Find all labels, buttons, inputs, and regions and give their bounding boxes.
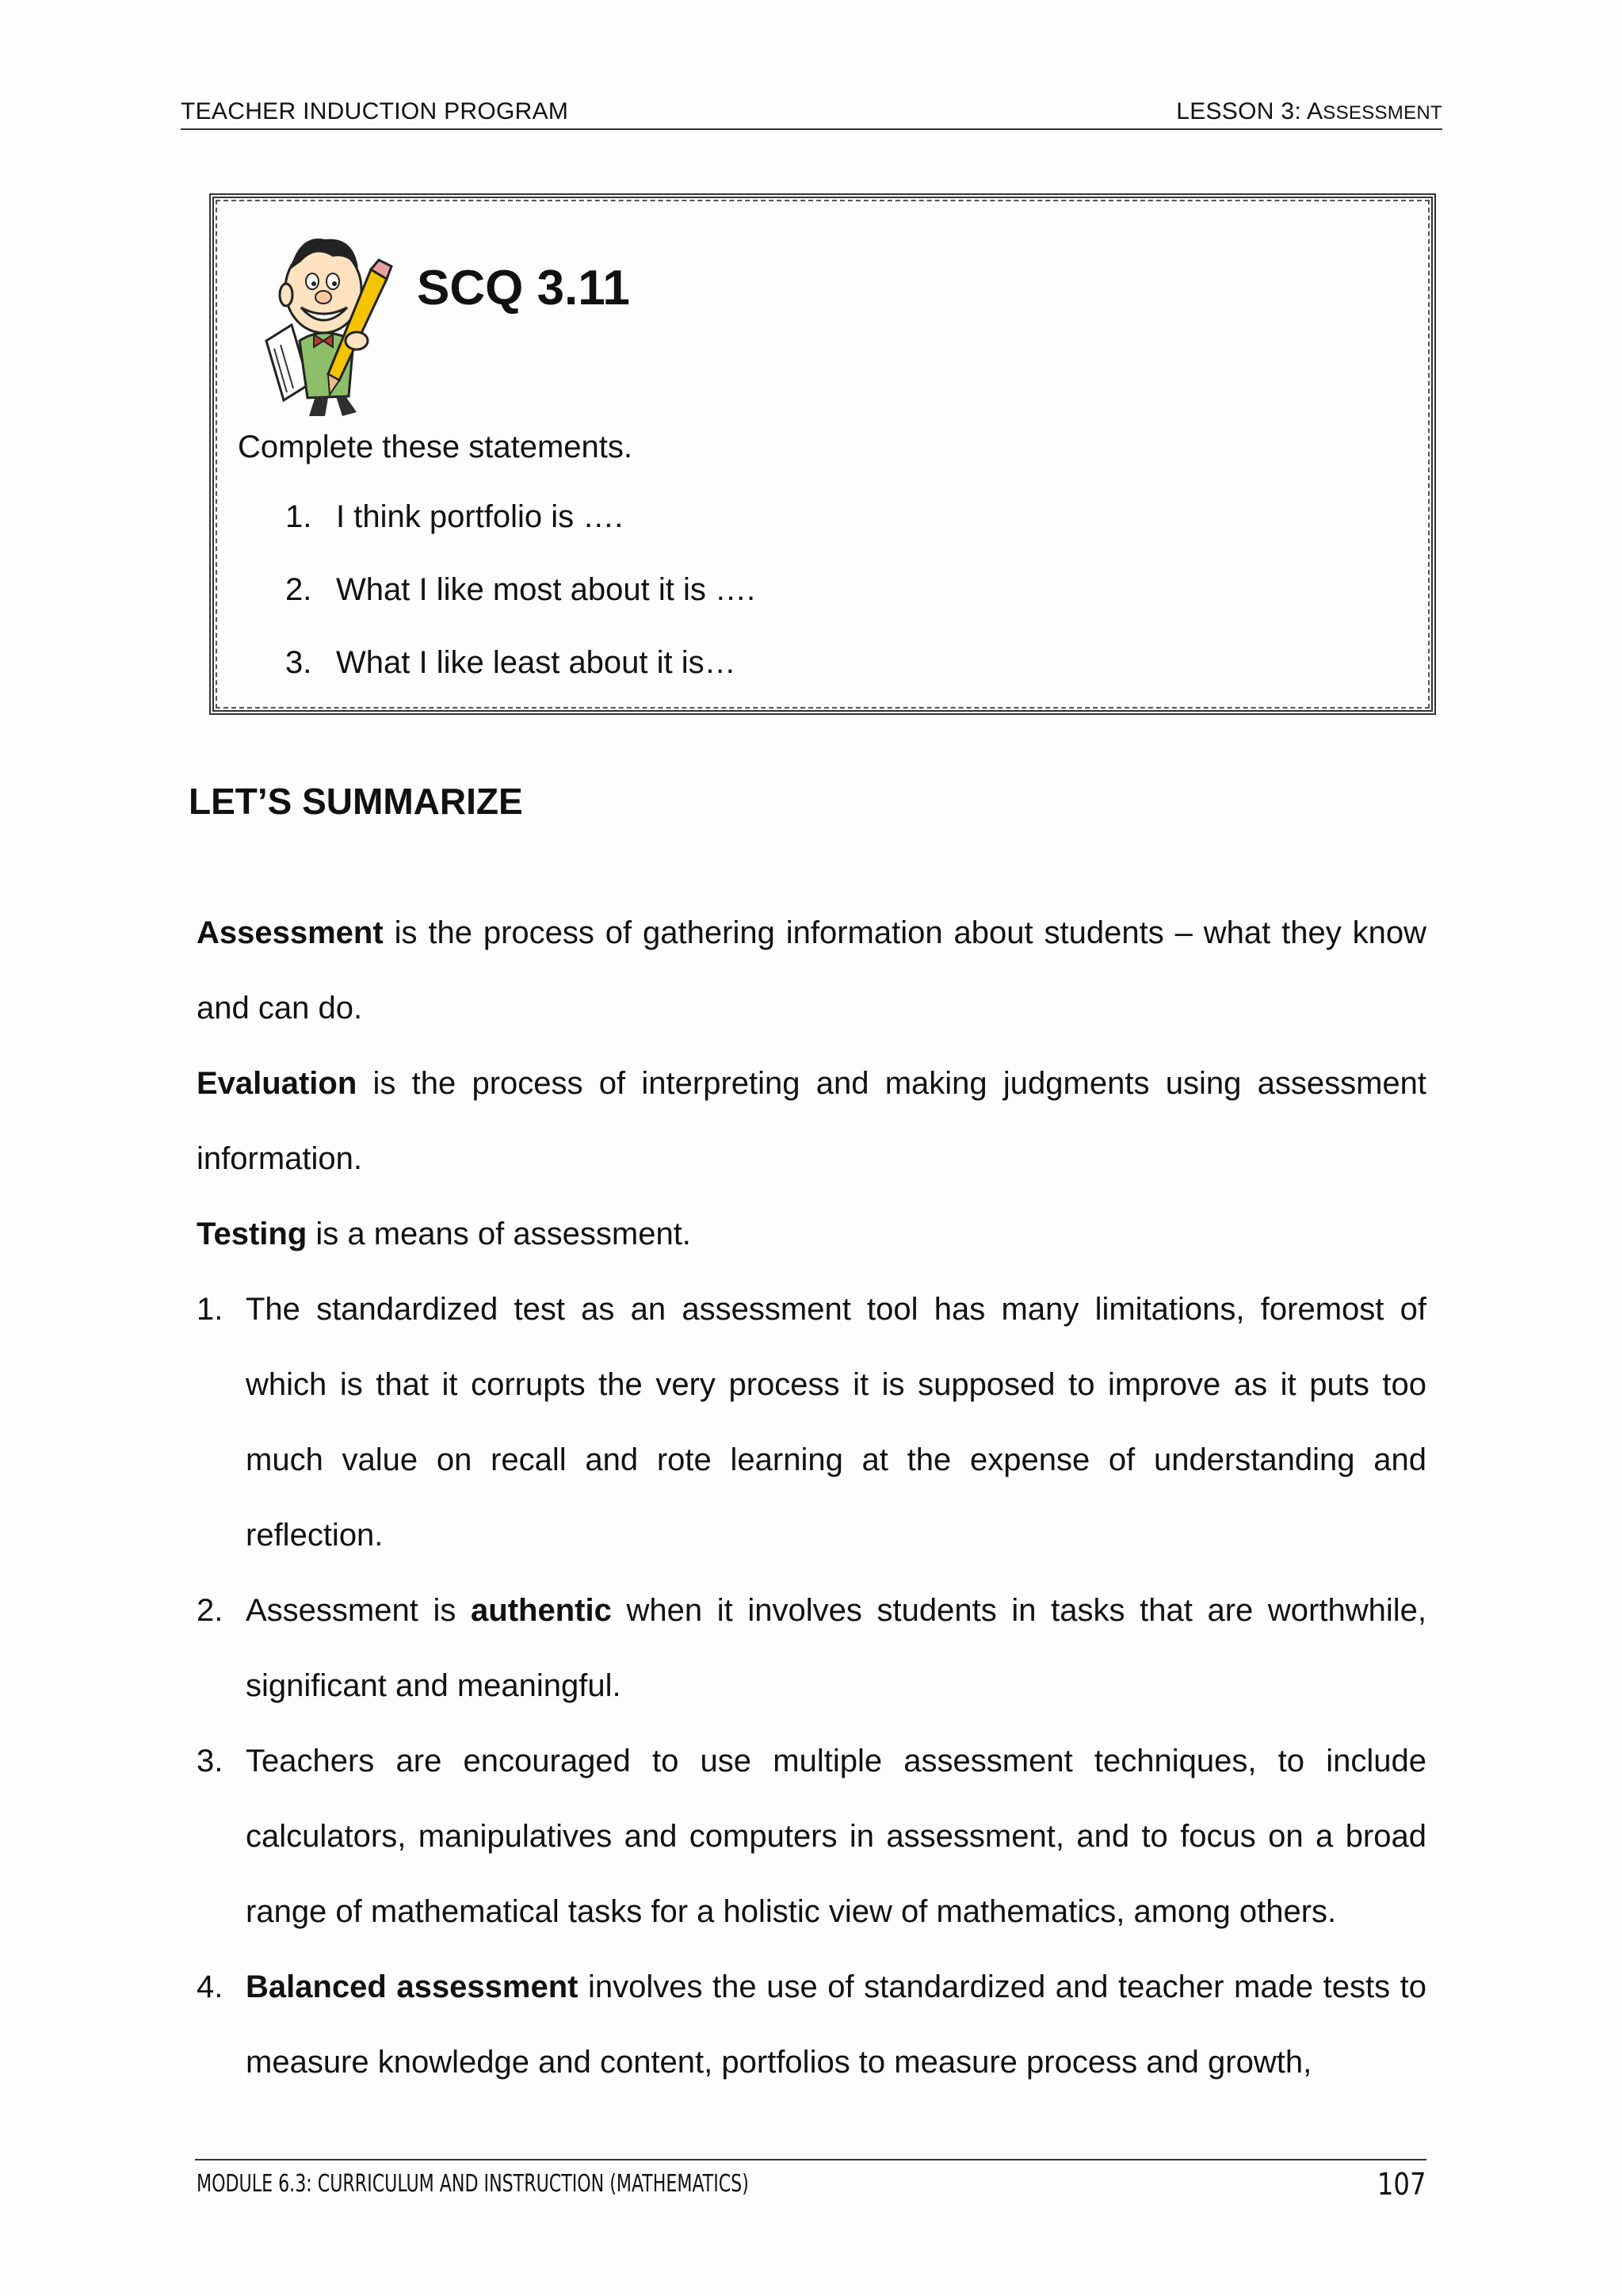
section-title: LET’S SUMMARIZE <box>189 781 523 822</box>
scq-item: 2. What I like most about it is …. <box>285 572 756 607</box>
scq-box <box>209 193 1436 715</box>
assessment-definition: Assessment is the process of gathering information about students – what they know and can do. <box>197 915 1426 1026</box>
scq-item: 3. What I like least about it is… <box>285 645 736 680</box>
header-program: TEACHER INDUCTION PROGRAM <box>181 98 569 124</box>
footer-rule <box>195 2159 1426 2162</box>
pencil-man-icon <box>260 222 403 420</box>
scq-instruction: Complete these statements. <box>238 430 633 464</box>
summary-list <box>197 1272 1426 2100</box>
scq-item: 1. I think portfolio is …. <box>285 499 624 534</box>
summary-body <box>197 896 1426 2100</box>
scq-title: SCQ 3.11 <box>417 261 630 315</box>
summary-item: 3. Teachers are encouraged to use multiple assessment techniques, to include calculators, manipulatives and computers in assessment, and to focus on a broad range of mathematical tasks for a holistic view of mathematics, among others. <box>197 1744 1426 1929</box>
summary-item: 1. The standardized test as an assessment tool has many limitations, foremost of which is that it corrupts the very process it is supposed to improve as it puts too much value on recall and rote learning at the expense of understanding and reflection. <box>197 1292 1426 1553</box>
page-number: 107 <box>1377 2167 1426 2202</box>
scq-list <box>285 499 755 718</box>
evaluation-definition: Evaluation is the process of interpreting and making judgments using assessment information. <box>197 1066 1426 1176</box>
summary-item: 2. Assessment is authentic when it involves students in tasks that are worthwhile, significant and meaningful. <box>197 1593 1426 1703</box>
page-header <box>181 98 1442 130</box>
summary-item: 4. Balanced assessment involves the use of standardized and teacher made tests to measure knowledge and content, portfolios to measure process and growth, <box>197 1969 1426 2080</box>
testing-definition: Testing is a means of assessment. <box>197 1217 691 1251</box>
header-lesson: LESSON 3: ASSESSMENT <box>1176 98 1442 124</box>
footer-module: MODULE 6.3: CURRICULUM AND INSTRUCTION (MATHEMATICS) <box>197 2170 749 2198</box>
